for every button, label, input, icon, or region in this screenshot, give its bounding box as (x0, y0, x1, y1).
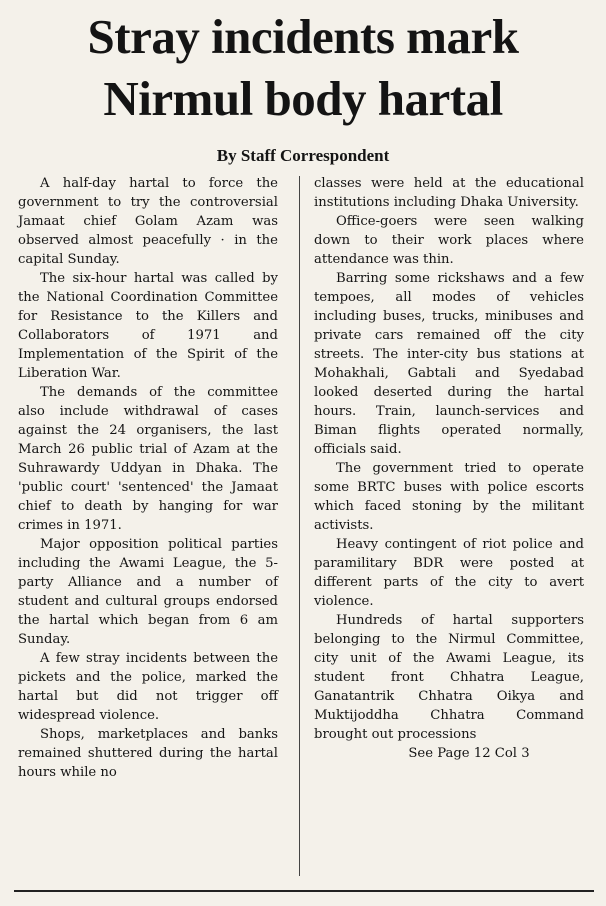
paragraph: Major opposition political parties including the Awami League, the 5-party Alliance and a number of student and cultural groups endorsed the hartal which began from 6 am Sunday. (18, 537, 278, 647)
paragraph: classes were held at the educational institutions including Dhaka University. (314, 176, 584, 210)
paragraph: The six-hour hartal was called by the National Coordination Committee for Resistance to the Killers and Collaborators of 1971 and Implementation of the Spirit of the Liberation War. (18, 271, 278, 381)
paragraph: Heavy contingent of riot police and paramilitary BDR were posted at different parts of the city to avert violence. (314, 537, 584, 609)
paragraph: Office-goers were seen walking down to their work places where attendance was thin. (314, 214, 584, 267)
paragraph: Hundreds of hartal supporters belonging to the Nirmul Committee, city unit of the Awami League, its student front Chhatra League, Ganatantrik Chhatra Oikya and Muktijoddha Chhatra Command brought out processions (314, 613, 584, 742)
paragraph: A half-day hartal to force the government to try the controversial Jamaat chief Golam Azam was observed almost peacefully · in the capital Sunday. (18, 176, 278, 267)
paragraph: The demands of the committee also include withdrawal of cases against the 24 organisers, the last March 26 public trial of Azam at the Suhrawardy Uddyan in Dhaka. The 'public court' 'sentenced' the Jamaat chief to death by hanging for war crimes in 1971. (18, 385, 278, 533)
headline (0, 6, 606, 130)
paragraph: Barring some rickshaws and a few tempoes, all modes of vehicles including buses, trucks, minibuses and private cars remained off the city streets. The inter-city bus stations at Mohakhali, Gabtali and Syedabad looked deserted during the hartal hours. Train, launch-services and Biman flights operated normally, officials said. (314, 271, 584, 457)
column-divider (299, 176, 300, 876)
article-column-right (314, 174, 584, 763)
byline: By Staff Correspondent (216, 146, 390, 165)
article-column-left (18, 174, 278, 782)
paragraph: A few stray incidents between the pickets and the police, marked the hartal but did not trigger off widespread violence. (18, 651, 278, 723)
bottom-rule (14, 890, 594, 892)
continued-on-line: See Page 12 Col 3 (408, 746, 530, 761)
paragraph: Shops, marketplaces and banks remained shuttered during the hartal hours while no (18, 727, 278, 780)
paragraph: The government tried to operate some BRTC buses with police escorts which faced stoning by the militant activists. (314, 461, 584, 533)
headline-line-1: Stray incidents mark (87, 9, 519, 64)
headline-line-2: Nirmul body hartal (103, 71, 503, 126)
